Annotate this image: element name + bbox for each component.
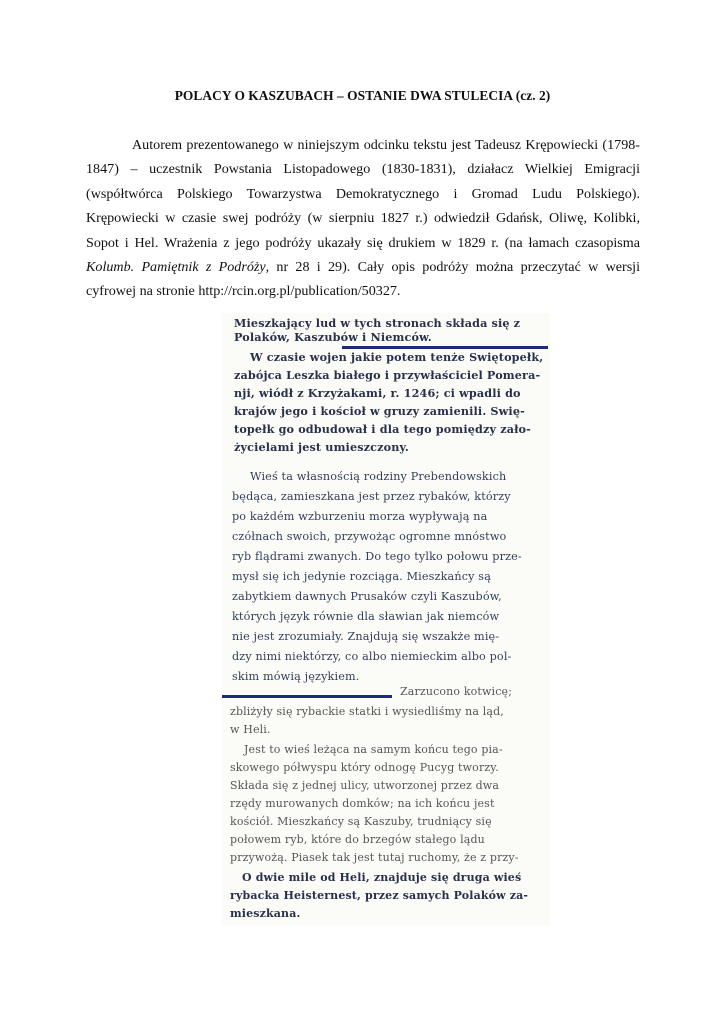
- clip-line: zabytkiem dawnych Prusaków czyli Kaszubów,: [232, 590, 502, 603]
- clip-line: po każdém wzburzeniu morza wypływają na: [232, 510, 488, 523]
- clip-line: mieszkana.: [230, 907, 301, 920]
- clip-line: O dwie mile od Heli, znajduje się druga wieś: [242, 871, 522, 884]
- paragraph-text-end: , nr 28 i 29). Cały opis podróży można przeczytać w wersji cyfrowej na stronie http://rcin.org.pl/publication/50327.: [86, 259, 641, 300]
- clip-line: Wieś ta własnością rodziny Prebendowskich: [250, 470, 507, 483]
- clip-line: W czasie wojen jakie potem tenże Swiętopełk,: [250, 350, 544, 364]
- divider-bar: [222, 695, 392, 698]
- clip-line: czółnach swoich, przywożąc ogromne mnóstwo: [232, 530, 507, 543]
- clip-line: Polaków, Kaszubów i Niemców.: [234, 330, 432, 344]
- clip-line: krajów jego i kościoł w gruzy zamienili. Swię-: [234, 404, 525, 418]
- clip-line: skim mówią językiem.: [232, 670, 360, 683]
- clip-line: nie jest zrozumiały. Znajdują się wszakże mię-: [232, 630, 500, 643]
- clip-line: których język równie dla sławian jak niemców: [232, 610, 500, 623]
- journal-title: Kolumb. Pamiętnik z Podróży: [86, 259, 266, 276]
- clip-line: topełk go odbudował i dla tego pomiędzy zało-: [234, 422, 531, 436]
- clip-line: Zarzucono kotwicę;: [400, 685, 513, 698]
- clip-line: Mieszkający lud w tych stronach składa się z: [234, 316, 521, 330]
- scanned-clipping: [222, 313, 550, 925]
- page-title: POLACY O KASZUBACH – OSTANIE DWA STULECIA (cz. 2): [174, 88, 551, 103]
- clip-line: będąca, zamieszkana jest przez rybaków, którzy: [232, 490, 511, 503]
- clip-line: Składa się z jednej ulicy, utworzonej przez dwa: [230, 779, 500, 792]
- paragraph-text: Autorem prezentowanego w niniejszym odcinku tekstu jest Tadeusz Krępowiecki (1798-1847) – uczestnik Powstania Listopadowego (1830-1831), działacz Wielkiej Emigracji (współtwórca Polskiego Towarzystwa Demokratycznego i Gromad Ludu Polskiego). Krępowiecki w czasie swej podróży (w sierpniu 1827 r.) odwiedził Gdańsk, Oliwę, Kolibki, Sopot i Hel. Wrażenia z jego podróży ukazały się drukiem w 1829 r. (na łamach czasopisma: [86, 137, 640, 251]
- clip-line: zbliżyły się rybackie statki i wysiedliśmy na ląd,: [230, 705, 504, 718]
- clip-line: dzy nimi niektórzy, co albo niemieckim albo pol-: [232, 650, 512, 663]
- clip-line: ryb flądrami zwanych. Do tego tylko połowu prze-: [232, 550, 522, 563]
- clip-line: kościół. Mieszkańcy są Kaszuby, trudniący się: [230, 815, 492, 828]
- clip-line: zabójca Leszka białego i przywłaściciel Pomera-: [234, 368, 541, 382]
- clip-line: nji, wiódł z Krzyżakami, r. 1246; ci wpadli do: [234, 386, 521, 400]
- clip-line: połowem ryb, które do brzegów stałego lądu: [230, 833, 485, 846]
- clip-line: rzędy murowanych domków; na ich końcu jest: [230, 797, 495, 810]
- intro-paragraph: [86, 133, 640, 304]
- divider-bar: [342, 346, 548, 349]
- clip-line: mysł się ich jedynie rozciąga. Mieszkańcy są: [232, 570, 492, 583]
- clip-line: w Heli.: [230, 723, 271, 736]
- clip-line: życielami jest umieszczony.: [234, 440, 409, 454]
- clip-line: rybacka Heisternest, przez samych Polaków za-: [230, 889, 529, 902]
- clip-line: przywożą. Piasek tak jest tutaj ruchomy, że z przy-: [230, 851, 519, 864]
- clip-line: Jest to wieś leżąca na samym końcu tego pia-: [244, 743, 503, 756]
- clip-line: skowego półwyspu który odnogę Pucyg tworzy.: [230, 761, 499, 774]
